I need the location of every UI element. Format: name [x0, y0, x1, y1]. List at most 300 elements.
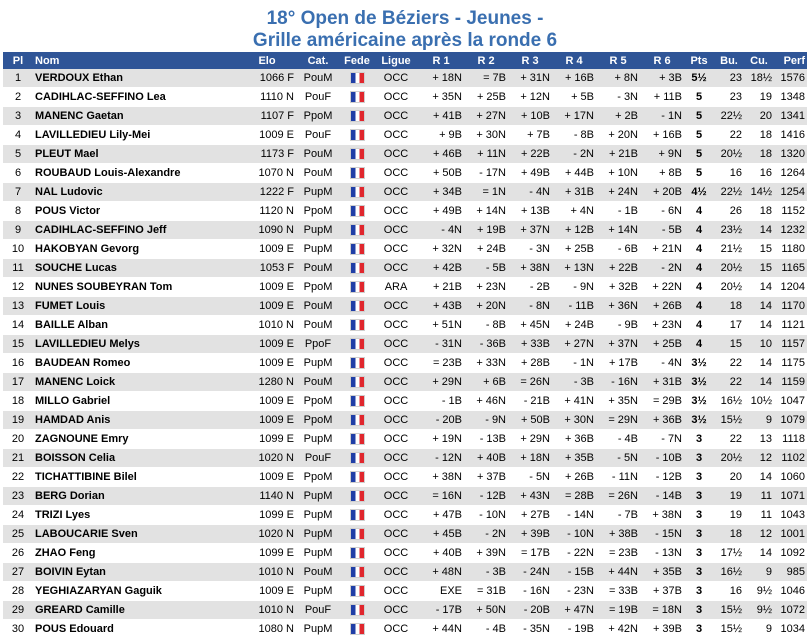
round-result-cell: - 6B — [596, 240, 640, 259]
france-flag-icon — [350, 357, 365, 369]
performance-cell: 1092 — [774, 544, 807, 563]
france-flag-icon — [350, 243, 365, 255]
round-result-cell: + 20N — [464, 297, 508, 316]
france-flag-icon — [350, 623, 365, 635]
round-result-cell: + 31B — [640, 373, 684, 392]
league-cell: OCC — [374, 430, 418, 449]
round-result-cell: - 7N — [640, 430, 684, 449]
table-row — [3, 278, 807, 297]
france-flag-icon — [350, 72, 365, 84]
player-name-cell: ZAGNOUNE Emry — [33, 430, 238, 449]
round-result-cell: - 12B — [464, 487, 508, 506]
round-result-cell: - 2N — [464, 525, 508, 544]
performance-cell: 1165 — [774, 259, 807, 278]
rank-cell: 8 — [3, 202, 33, 221]
round-result-cell: = 31B — [464, 582, 508, 601]
performance-cell: 1204 — [774, 278, 807, 297]
cumulative-cell: 14 — [744, 278, 774, 297]
performance-cell: 1152 — [774, 202, 807, 221]
buchholz-cell: 22 — [714, 354, 744, 373]
league-cell: OCC — [374, 259, 418, 278]
player-name-cell: BOISSON Celia — [33, 449, 238, 468]
round-result-cell: + 46N — [464, 392, 508, 411]
federation-cell — [340, 297, 374, 316]
round-result-cell: + 6B — [464, 373, 508, 392]
league-cell: OCC — [374, 221, 418, 240]
cumulative-cell: 9 — [744, 563, 774, 582]
performance-cell: 1079 — [774, 411, 807, 430]
player-name-cell: CADIHLAC-SEFFINO Jeff — [33, 221, 238, 240]
france-flag-icon — [350, 471, 365, 483]
table-row — [3, 601, 807, 620]
page-title: 18° Open de Béziers - Jeunes - — [266, 8, 544, 29]
category-cell: PupM — [296, 240, 340, 259]
round-result-cell: + 36B — [552, 430, 596, 449]
category-cell: PouM — [296, 563, 340, 582]
federation-cell — [340, 487, 374, 506]
round-result-cell: - 19B — [552, 620, 596, 639]
france-flag-icon — [350, 281, 365, 293]
cumulative-cell: 14 — [744, 316, 774, 335]
category-cell: PouF — [296, 449, 340, 468]
round-result-cell: - 12N — [418, 449, 464, 468]
category-cell: PupM — [296, 582, 340, 601]
round-result-cell: + 41B — [418, 107, 464, 126]
buchholz-cell: 20 — [714, 468, 744, 487]
buchholz-cell: 17½ — [714, 544, 744, 563]
round-result-cell: - 16N — [596, 373, 640, 392]
cumulative-cell: 18 — [744, 126, 774, 145]
points-cell: 5 — [684, 164, 714, 183]
cumulative-cell: 12 — [744, 449, 774, 468]
player-name-cell: VERDOUX Ethan — [33, 69, 238, 88]
france-flag-icon — [350, 167, 365, 179]
round-result-cell: + 25B — [464, 88, 508, 107]
cumulative-cell: 10½ — [744, 392, 774, 411]
performance-cell: 1121 — [774, 316, 807, 335]
round-result-cell: + 24B — [464, 240, 508, 259]
league-cell: OCC — [374, 506, 418, 525]
rank-cell: 24 — [3, 506, 33, 525]
round-result-cell: + 25B — [552, 240, 596, 259]
round-result-cell: = 16N — [418, 487, 464, 506]
elo-cell: 1010 N — [238, 563, 296, 582]
league-cell: OCC — [374, 126, 418, 145]
category-cell: PpoM — [296, 107, 340, 126]
round-result-cell: + 29N — [508, 430, 552, 449]
points-cell: 3 — [684, 487, 714, 506]
column-header: Pl — [3, 52, 33, 69]
round-result-cell: + 37B — [640, 582, 684, 601]
round-result-cell: - 10N — [552, 525, 596, 544]
round-result-cell: = 17B — [508, 544, 552, 563]
round-result-cell: + 47N — [552, 601, 596, 620]
buchholz-cell: 19 — [714, 487, 744, 506]
performance-cell: 1157 — [774, 335, 807, 354]
points-cell: 5 — [684, 88, 714, 107]
round-result-cell: + 21N — [640, 240, 684, 259]
performance-cell: 1341 — [774, 107, 807, 126]
performance-cell: 1043 — [774, 506, 807, 525]
round-result-cell: + 21B — [418, 278, 464, 297]
player-name-cell: HAKOBYAN Gevorg — [33, 240, 238, 259]
round-result-cell: = 29B — [640, 392, 684, 411]
round-result-cell: + 19N — [418, 430, 464, 449]
round-result-cell: + 29N — [418, 373, 464, 392]
performance-cell: 1175 — [774, 354, 807, 373]
league-cell: OCC — [374, 449, 418, 468]
performance-cell: 1416 — [774, 126, 807, 145]
category-cell: PouM — [296, 69, 340, 88]
cumulative-cell: 14 — [744, 297, 774, 316]
round-result-cell: + 9N — [640, 145, 684, 164]
round-result-cell: - 10B — [640, 449, 684, 468]
france-flag-icon — [350, 148, 365, 160]
league-cell: OCC — [374, 202, 418, 221]
federation-cell — [340, 69, 374, 88]
points-cell: 4 — [684, 221, 714, 240]
category-cell: PupM — [296, 506, 340, 525]
points-cell: 3½ — [684, 354, 714, 373]
buchholz-cell: 26 — [714, 202, 744, 221]
league-cell: OCC — [374, 297, 418, 316]
player-name-cell: ROUBAUD Louis-Alexandre — [33, 164, 238, 183]
player-name-cell: SOUCHE Lucas — [33, 259, 238, 278]
rank-cell: 26 — [3, 544, 33, 563]
column-header: Elo — [238, 52, 296, 69]
round-result-cell: - 11B — [552, 297, 596, 316]
rank-cell: 9 — [3, 221, 33, 240]
round-result-cell: + 19B — [464, 221, 508, 240]
cumulative-cell: 11 — [744, 506, 774, 525]
table-row — [3, 468, 807, 487]
round-result-cell: + 44N — [596, 563, 640, 582]
league-cell: OCC — [374, 487, 418, 506]
round-result-cell: - 8B — [552, 126, 596, 145]
round-result-cell: + 35B — [552, 449, 596, 468]
france-flag-icon — [350, 528, 365, 540]
buchholz-cell: 15½ — [714, 601, 744, 620]
table-row — [3, 183, 807, 202]
table-row — [3, 487, 807, 506]
league-cell: OCC — [374, 88, 418, 107]
round-result-cell: + 7B — [508, 126, 552, 145]
france-flag-icon — [350, 452, 365, 464]
round-result-cell: + 13N — [552, 259, 596, 278]
cumulative-cell: 9½ — [744, 582, 774, 601]
player-name-cell: HAMDAD Anis — [33, 411, 238, 430]
player-name-cell: MANENC Gaetan — [33, 107, 238, 126]
cumulative-cell: 14 — [744, 354, 774, 373]
column-header: Fede — [340, 52, 374, 69]
round-result-cell: + 16B — [640, 126, 684, 145]
federation-cell — [340, 544, 374, 563]
elo-cell: 1066 F — [238, 69, 296, 88]
cumulative-cell: 12 — [744, 525, 774, 544]
round-result-cell: - 4B — [596, 430, 640, 449]
round-result-cell: = 26N — [596, 487, 640, 506]
round-result-cell: + 20B — [640, 183, 684, 202]
france-flag-icon — [350, 319, 365, 331]
league-cell: OCC — [374, 563, 418, 582]
player-name-cell: LAVILLEDIEU Lily-Mei — [33, 126, 238, 145]
table-row — [3, 506, 807, 525]
round-result-cell: - 14N — [552, 506, 596, 525]
table-row — [3, 582, 807, 601]
page-header — [0, 0, 810, 52]
elo-cell: 1070 N — [238, 164, 296, 183]
france-flag-icon — [350, 566, 365, 578]
rank-cell: 13 — [3, 297, 33, 316]
column-header: Pts — [684, 52, 714, 69]
france-flag-icon — [350, 433, 365, 445]
round-result-cell: + 2B — [596, 107, 640, 126]
performance-cell: 1232 — [774, 221, 807, 240]
round-result-cell: = 7B — [464, 69, 508, 88]
round-result-cell: - 4B — [464, 620, 508, 639]
cumulative-cell: 9½ — [744, 601, 774, 620]
round-result-cell: - 20B — [418, 411, 464, 430]
france-flag-icon — [350, 376, 365, 388]
category-cell: PpoM — [296, 411, 340, 430]
table-row — [3, 221, 807, 240]
column-header: Bu. — [714, 52, 744, 69]
performance-cell: 985 — [774, 563, 807, 582]
federation-cell — [340, 316, 374, 335]
category-cell: PpoM — [296, 278, 340, 297]
rank-cell: 22 — [3, 468, 33, 487]
buchholz-cell: 22½ — [714, 107, 744, 126]
category-cell: PupM — [296, 354, 340, 373]
cumulative-cell: 20 — [744, 107, 774, 126]
round-result-cell: - 3B — [464, 563, 508, 582]
league-cell: OCC — [374, 354, 418, 373]
round-result-cell: + 17N — [552, 107, 596, 126]
round-result-cell: - 14B — [640, 487, 684, 506]
federation-cell — [340, 126, 374, 145]
round-result-cell: + 10B — [508, 107, 552, 126]
category-cell: PpoM — [296, 202, 340, 221]
category-cell: PupM — [296, 221, 340, 240]
elo-cell: 1009 E — [238, 278, 296, 297]
round-result-cell: + 34B — [418, 183, 464, 202]
round-result-cell: + 17B — [596, 354, 640, 373]
federation-cell — [340, 240, 374, 259]
buchholz-cell: 15 — [714, 335, 744, 354]
league-cell: OCC — [374, 392, 418, 411]
points-cell: 3 — [684, 563, 714, 582]
france-flag-icon — [350, 585, 365, 597]
round-result-cell: + 39B — [508, 525, 552, 544]
round-result-cell: - 4N — [418, 221, 464, 240]
round-result-cell: - 1N — [640, 107, 684, 126]
federation-cell — [340, 278, 374, 297]
elo-cell: 1009 E — [238, 411, 296, 430]
round-result-cell: + 37N — [596, 335, 640, 354]
player-name-cell: MANENC Loick — [33, 373, 238, 392]
points-cell: 5 — [684, 107, 714, 126]
round-result-cell: + 23N — [640, 316, 684, 335]
cumulative-cell: 14 — [744, 468, 774, 487]
rank-cell: 15 — [3, 335, 33, 354]
performance-cell: 1071 — [774, 487, 807, 506]
france-flag-icon — [350, 604, 365, 616]
rank-cell: 7 — [3, 183, 33, 202]
round-result-cell: + 22N — [640, 278, 684, 297]
round-result-cell: + 40B — [464, 449, 508, 468]
round-result-cell: + 43B — [418, 297, 464, 316]
round-result-cell: - 9N — [552, 278, 596, 297]
player-name-cell: GREARD Camille — [33, 601, 238, 620]
points-cell: 3 — [684, 525, 714, 544]
category-cell: PouM — [296, 164, 340, 183]
table-row — [3, 259, 807, 278]
buchholz-cell: 21½ — [714, 240, 744, 259]
table-row — [3, 620, 807, 639]
column-header: R 4 — [552, 52, 596, 69]
round-result-cell: + 37B — [464, 468, 508, 487]
league-cell: OCC — [374, 335, 418, 354]
table-row — [3, 544, 807, 563]
rank-cell: 14 — [3, 316, 33, 335]
buchholz-cell: 20½ — [714, 145, 744, 164]
round-result-cell: EXE — [418, 582, 464, 601]
round-result-cell: - 3B — [552, 373, 596, 392]
round-result-cell: - 15N — [640, 525, 684, 544]
round-result-cell: + 35N — [596, 392, 640, 411]
performance-cell: 1320 — [774, 145, 807, 164]
elo-cell: 1053 F — [238, 259, 296, 278]
federation-cell — [340, 335, 374, 354]
round-result-cell: - 5N — [508, 468, 552, 487]
france-flag-icon — [350, 262, 365, 274]
round-result-cell: + 42B — [418, 259, 464, 278]
federation-cell — [340, 601, 374, 620]
round-result-cell: + 47B — [418, 506, 464, 525]
federation-cell — [340, 88, 374, 107]
round-result-cell: + 22B — [508, 145, 552, 164]
round-result-cell: + 38B — [596, 525, 640, 544]
round-result-cell: - 12B — [640, 468, 684, 487]
rank-cell: 18 — [3, 392, 33, 411]
points-cell: 4 — [684, 202, 714, 221]
round-result-cell: - 20B — [508, 601, 552, 620]
performance-cell: 1180 — [774, 240, 807, 259]
round-result-cell: + 23N — [464, 278, 508, 297]
points-cell: 3 — [684, 601, 714, 620]
round-result-cell: + 33N — [464, 354, 508, 373]
performance-cell: 1102 — [774, 449, 807, 468]
rank-cell: 16 — [3, 354, 33, 373]
table-row — [3, 563, 807, 582]
buchholz-cell: 20½ — [714, 278, 744, 297]
federation-cell — [340, 107, 374, 126]
player-name-cell: FUMET Louis — [33, 297, 238, 316]
league-cell: OCC — [374, 145, 418, 164]
buchholz-cell: 18 — [714, 525, 744, 544]
round-result-cell: + 14N — [464, 202, 508, 221]
france-flag-icon — [350, 490, 365, 502]
buchholz-cell: 23 — [714, 88, 744, 107]
player-name-cell: PLEUT Mael — [33, 145, 238, 164]
points-cell: 3 — [684, 468, 714, 487]
league-cell: ARA — [374, 278, 418, 297]
category-cell: PouM — [296, 373, 340, 392]
table-row — [3, 411, 807, 430]
buchholz-cell: 22 — [714, 126, 744, 145]
column-header: R 6 — [640, 52, 684, 69]
points-cell: 3 — [684, 582, 714, 601]
round-result-cell: - 36B — [464, 335, 508, 354]
round-result-cell: + 50N — [464, 601, 508, 620]
elo-cell: 1009 E — [238, 468, 296, 487]
elo-cell: 1110 N — [238, 88, 296, 107]
category-cell: PouF — [296, 601, 340, 620]
column-header: R 3 — [508, 52, 552, 69]
player-name-cell: BOIVIN Eytan — [33, 563, 238, 582]
league-cell: OCC — [374, 544, 418, 563]
points-cell: 3½ — [684, 411, 714, 430]
player-name-cell: ZHAO Feng — [33, 544, 238, 563]
rank-cell: 2 — [3, 88, 33, 107]
round-result-cell: = 18N — [640, 601, 684, 620]
league-cell: OCC — [374, 411, 418, 430]
cumulative-cell: 18 — [744, 145, 774, 164]
cumulative-cell: 9 — [744, 411, 774, 430]
table-header-row — [3, 52, 807, 69]
buchholz-cell: 15½ — [714, 411, 744, 430]
round-result-cell: + 38N — [418, 468, 464, 487]
points-cell: 5½ — [684, 69, 714, 88]
round-result-cell: - 5N — [596, 449, 640, 468]
elo-cell: 1080 N — [238, 620, 296, 639]
federation-cell — [340, 202, 374, 221]
federation-cell — [340, 430, 374, 449]
round-result-cell: + 32B — [596, 278, 640, 297]
elo-cell: 1009 E — [238, 297, 296, 316]
points-cell: 3 — [684, 430, 714, 449]
category-cell: PupM — [296, 620, 340, 639]
category-cell: PouM — [296, 259, 340, 278]
page-subtitle: Grille américaine après la ronde 6 — [252, 30, 558, 51]
buchholz-cell: 15½ — [714, 620, 744, 639]
round-result-cell: + 36B — [640, 411, 684, 430]
round-result-cell: + 50B — [418, 164, 464, 183]
round-result-cell: + 18N — [508, 449, 552, 468]
round-result-cell: = 33B — [596, 582, 640, 601]
table-row — [3, 354, 807, 373]
round-result-cell: = 26N — [508, 373, 552, 392]
performance-cell: 1348 — [774, 88, 807, 107]
cumulative-cell: 14 — [744, 373, 774, 392]
round-result-cell: + 39B — [640, 620, 684, 639]
elo-cell: 1009 E — [238, 392, 296, 411]
player-name-cell: BERG Dorian — [33, 487, 238, 506]
round-result-cell: - 3N — [508, 240, 552, 259]
round-result-cell: + 13B — [508, 202, 552, 221]
player-name-cell: YEGHIAZARYAN Gaguik — [33, 582, 238, 601]
column-header: Nom — [33, 52, 238, 69]
performance-cell: 1034 — [774, 620, 807, 639]
round-result-cell: - 17B — [418, 601, 464, 620]
points-cell: 3 — [684, 506, 714, 525]
performance-cell: 1159 — [774, 373, 807, 392]
category-cell: PouM — [296, 316, 340, 335]
round-result-cell: + 11N — [464, 145, 508, 164]
federation-cell — [340, 582, 374, 601]
category-cell: PouM — [296, 297, 340, 316]
elo-cell: 1010 N — [238, 316, 296, 335]
